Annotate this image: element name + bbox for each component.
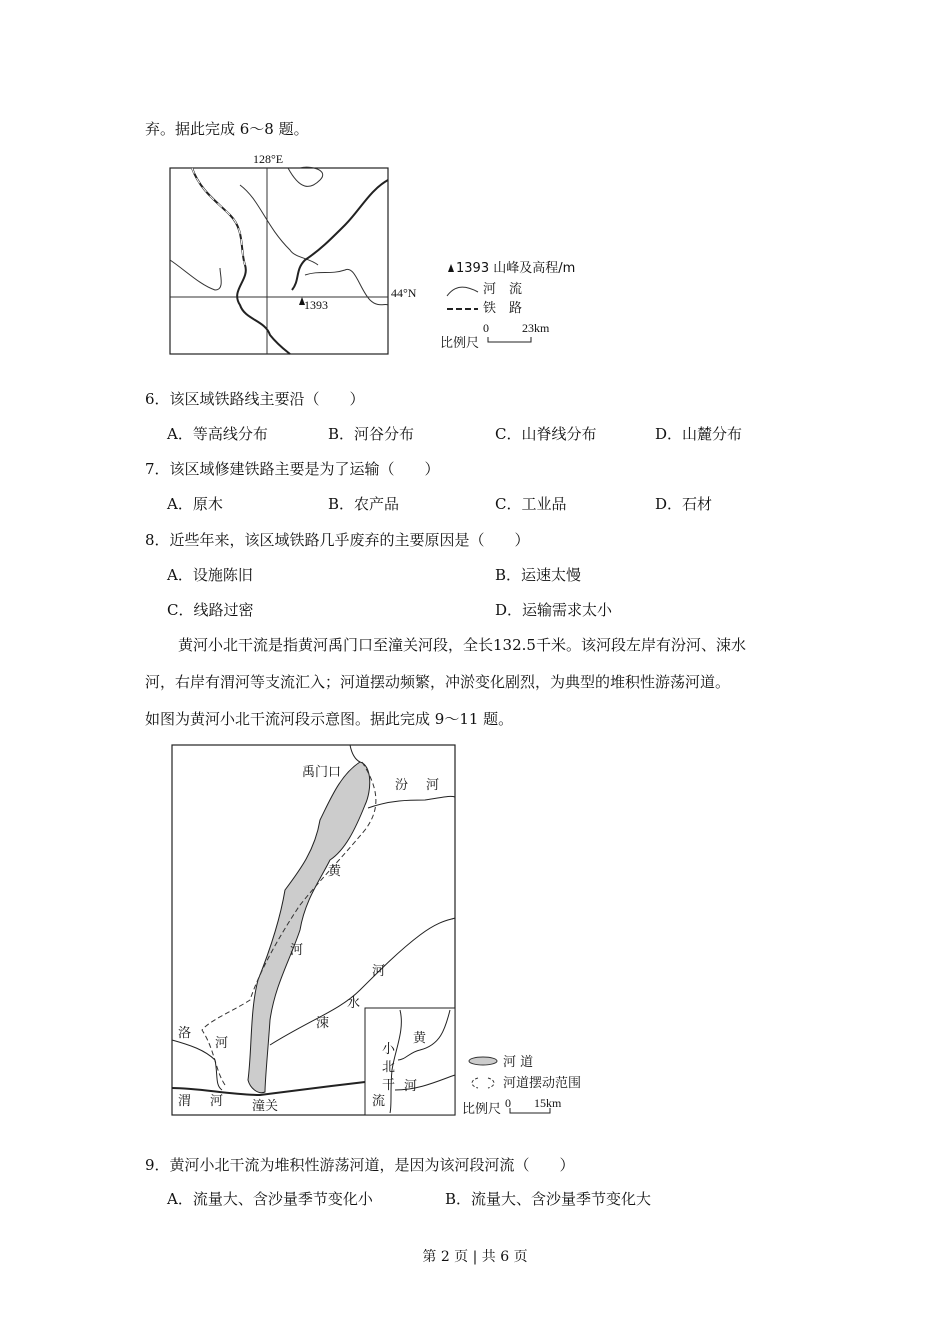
q8-option-c: C．线路过密 [167, 601, 254, 619]
question-9-stem: 9．黄河小北干流为堆积性游荡河道，是因为该河段河流（ ） [145, 1156, 575, 1174]
label-shui: 水 [347, 996, 361, 1011]
inset-he: 河 [404, 1079, 418, 1094]
q9-option-a: A．流量大、含沙量季节变化小 [167, 1190, 373, 1208]
q6-option-b: B．河谷分布 [328, 425, 415, 443]
scale-label: 比例尺 [440, 336, 480, 351]
q9-option-b: B．流量大、含沙量季节变化大 [445, 1190, 652, 1208]
inset-char-3: 干 [382, 1078, 396, 1093]
q7-option-b: B．农产品 [328, 495, 400, 513]
label-wei: 渭 [178, 1094, 192, 1109]
label-yumenkou: 禹门口 [302, 765, 342, 780]
scale-zero: 0 [483, 321, 489, 335]
yellow-river-map [172, 745, 581, 1117]
q8-option-a: A．设施陈旧 [167, 566, 253, 584]
q6-option-c: C．山脊线分布 [495, 425, 597, 443]
label-huang: 黄 [328, 864, 342, 879]
question-6-stem: 6．该区域铁路线主要沿（ ） [145, 390, 365, 408]
scale-zero-2: 0 [505, 1096, 511, 1110]
q8-option-b: B．运速太慢 [495, 566, 582, 584]
longitude-label: 128°E [253, 152, 284, 166]
q6-option-d: D．山麓分布 [655, 425, 743, 443]
intro-tail: 弃。据此完成 6～8 题。 [145, 120, 309, 138]
label-fen: 汾 [395, 778, 409, 793]
legend-peak: 1393 山峰及高程/m [456, 261, 576, 276]
inset-char-2: 北 [382, 1060, 396, 1075]
inset-char-1: 小 [382, 1042, 396, 1057]
q6-option-a: A．等高线分布 [167, 425, 268, 443]
q7-option-c: C．工业品 [495, 495, 567, 513]
question-7-stem: 7．该区域修建铁路主要是为了运输（ ） [145, 460, 440, 478]
label-he1: 河 [290, 943, 304, 958]
label-he2: 河 [372, 964, 386, 979]
label-luo: 洛 [178, 1026, 192, 1041]
passage-line-1: 黄河小北干流是指黄河禹门口至潼关河段，全长132.5千米。该河段左岸有汾河、涑水 [178, 636, 746, 654]
scale-value: 23km [522, 321, 550, 335]
scale-value-2: 15km [534, 1096, 562, 1110]
latitude-label: 44°N [391, 286, 417, 300]
label-tongguan: 潼关 [252, 1099, 279, 1114]
q8-option-d: D．运输需求太小 [495, 601, 613, 619]
page-footer: 第 2 页 | 共 6 页 [422, 1249, 528, 1265]
label-fen-he: 河 [426, 778, 440, 793]
legend-range: 河道摆动范围 [503, 1076, 582, 1091]
legend-river: 河 流 [483, 282, 523, 297]
inset-huang: 黄 [413, 1031, 427, 1046]
label-su: 涑 [316, 1016, 330, 1031]
legend-rail: 铁 路 [483, 301, 523, 316]
passage-line-3: 如图为黄河小北干流河段示意图。据此完成 9～11 题。 [145, 710, 514, 728]
legend-channel: 河 道 [503, 1055, 534, 1070]
peak-label: 1393 [304, 298, 328, 312]
label-luo-he: 河 [215, 1036, 229, 1051]
q7-option-a: A．原木 [167, 495, 223, 513]
passage-line-2: 河，右岸有渭河等支流汇入；河道摆动频繁，冲淤变化剧烈，为典型的堆积性游荡河道。 [145, 673, 731, 691]
railway-map [170, 152, 575, 354]
q7-option-d: D．石材 [655, 495, 713, 513]
inset-char-4: 流 [372, 1094, 386, 1109]
label-wei-he: 河 [210, 1094, 224, 1109]
scale-label-2: 比例尺 [462, 1102, 502, 1117]
question-8-stem: 8．近些年来，该区域铁路几乎废弃的主要原因是（ ） [145, 531, 530, 549]
